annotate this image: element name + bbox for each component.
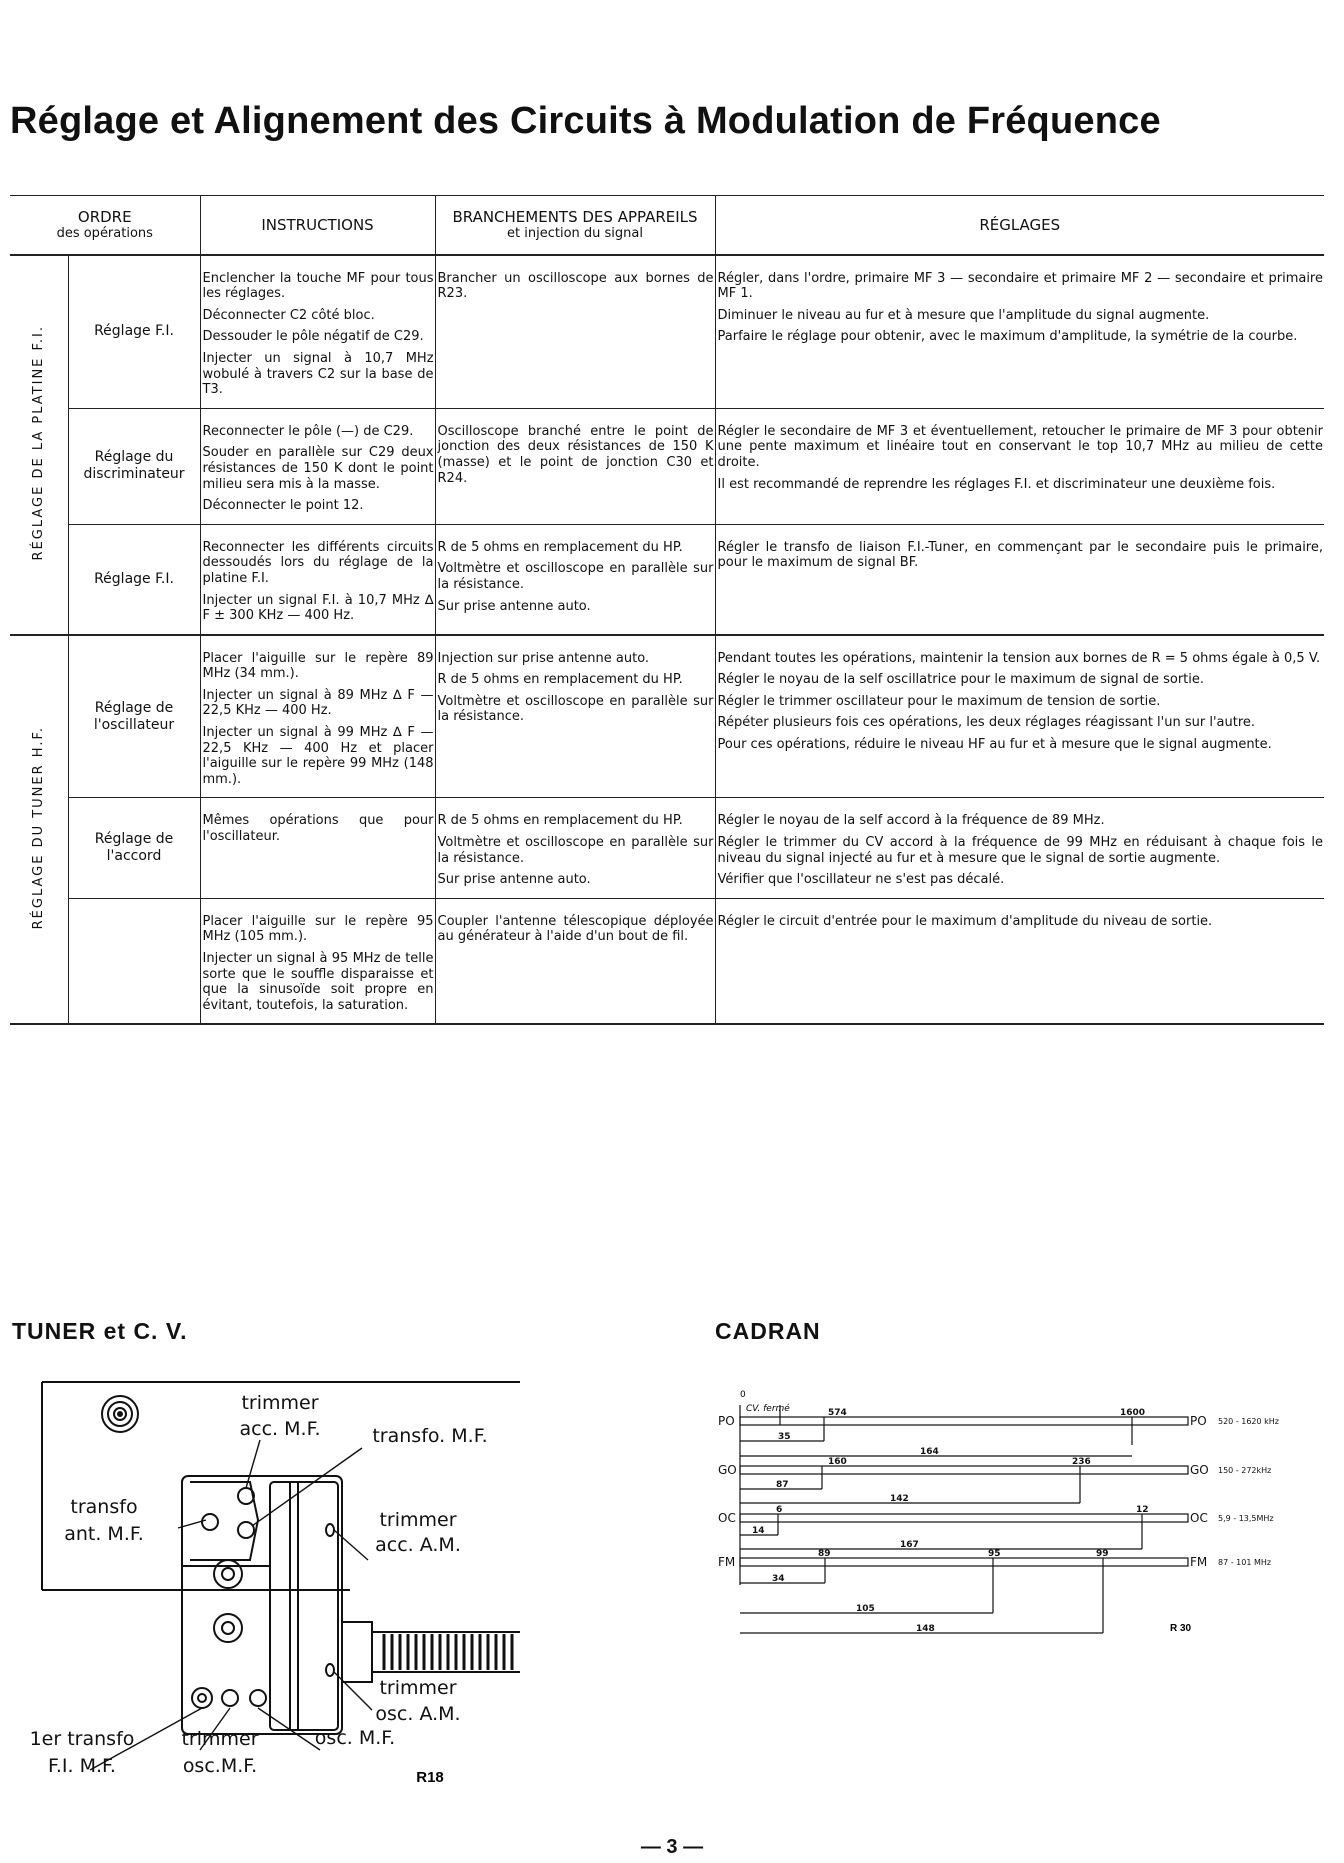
instruction-text: Injecter un signal à 10,7 MHz wobulé à travers C2 sur la base de T3. (202, 350, 434, 398)
band-po-range: 520 - 1620 kHz (1218, 1417, 1279, 1426)
hole-icon (214, 1560, 242, 1588)
label-trimmer-acc-mf: trimmer (241, 1392, 319, 1414)
branchement-text: Voltmètre et oscilloscope en parallèle sur la résistance. (437, 693, 714, 725)
branchements-cell (435, 408, 715, 524)
label-premier-transfo-2: F.I. M.F. (48, 1755, 116, 1777)
operation-cell (68, 408, 200, 524)
label-trimmer-osc-am-2: osc. A.M. (375, 1703, 461, 1725)
operation-cell (68, 635, 200, 798)
instruction-text: Reconnecter les différents circuits dessoudés lors du réglage de la platine F.I. (202, 539, 434, 586)
reglage-text: Régler le trimmer du CV accord à la fréquence de 99 MHz en réduisant à chaque fois le niveau du signal injecté au fur et à mesure que le signal de sortie augmente. (717, 835, 1323, 866)
label-trimmer-acc-am-2: acc. A.M. (375, 1534, 461, 1556)
operation-label: Réglage F.I. (94, 570, 174, 587)
branchement-text: R de 5 ohms en remplacement du HP. (437, 813, 683, 829)
header-ordre-line1: ORDRE (77, 208, 132, 226)
table-row (10, 408, 1324, 524)
operation-cell (68, 898, 200, 1024)
label-premier-transfo: 1er transfo (29, 1728, 135, 1750)
label-osc-mf: osc. M.F. (314, 1727, 396, 1749)
fm-dim-148: 148 (916, 1624, 935, 1634)
operation-label: Réglage de l'oscillateur (93, 699, 175, 733)
band-fm-name: FM (718, 1555, 736, 1569)
reglage-text: Régler le secondaire de MF 3 et éventuellement, retoucher le primaire de MF 3 pour obtenir une pente maximum et linéaire tout en conservant le top 10,7 MHz au milieu de cette droite. (717, 423, 1323, 470)
label-trimmer-acc-mf-2: acc. M.F. (239, 1418, 321, 1440)
instruction-text: Injecter un signal F.I. à 10,7 MHz ∆ F ± 300 KHz — 400 Hz. (202, 592, 434, 624)
operation-cell (68, 255, 200, 409)
reglage-text: Régler le noyau de la self oscillatrice pour le maximum de signal de sortie. (717, 672, 1205, 688)
page-number: — 3 — (640, 1836, 704, 1858)
instructions-cell (200, 524, 435, 634)
fm-tick-99: 99 (1096, 1549, 1109, 1559)
go-dim-87: 87 (776, 1480, 789, 1490)
header-ordre-line2: des opérations (56, 226, 153, 241)
section-label: RÉGLAGE DE LA PLATINE F.I. (30, 324, 46, 561)
instruction-text: Souder en parallèle sur C29 deux résistances de 150 K dont le point milieu sera mis à la masse. (202, 445, 434, 492)
label-trimmer-osc-mf: trimmer (181, 1728, 259, 1750)
instruction-text: Déconnecter C2 côté bloc. (202, 307, 375, 323)
cadran-origin: 0 (740, 1390, 746, 1400)
reglage-text: Diminuer le niveau au fur et à mesure que l'amplitude du signal augmente. (717, 307, 1210, 323)
reglages-cell (715, 255, 1324, 409)
reglage-text: Régler le trimmer oscillateur pour le maximum de tension de sortie. (717, 693, 1161, 709)
table-row (10, 898, 1324, 1024)
instruction-text: Injecter un signal à 95 MHz de telle sorte que le souffle disparaisse et que la sinusoïde soit propre en évitant, toutefois, la saturation. (202, 951, 434, 1013)
trimmer-f-i-icon (192, 1688, 212, 1708)
reglages-cell (715, 635, 1324, 798)
po-dim-164: 164 (920, 1447, 939, 1457)
oc-tick-6: 6 (776, 1505, 783, 1515)
fm-dim-105: 105 (856, 1604, 875, 1614)
band-oc-range: 5,9 - 13,5MHz (1218, 1514, 1274, 1523)
reglage-text: Régler le noyau de la self accord à la fréquence de 89 MHz. (717, 813, 1105, 829)
knob-icon (102, 1396, 138, 1432)
branchement-text: Sur prise antenne auto. (437, 872, 591, 888)
branchements-cell (435, 798, 715, 898)
branchement-text: Brancher un oscilloscope aux bornes de R23. (437, 270, 714, 302)
fm-dim-34: 34 (772, 1574, 785, 1584)
table-row (10, 524, 1324, 634)
osc-mf-icon (250, 1690, 266, 1706)
operation-cell (68, 798, 200, 898)
reglage-text: Pendant toutes les opérations, maintenir la tension aux bornes de R = 5 ohms égale à 0,5 V. (717, 650, 1321, 666)
cadran-heading: CADRAN (715, 1318, 821, 1344)
oc-dim-14: 14 (752, 1526, 765, 1536)
instruction-text: Injecter un signal à 89 MHz ∆ F — 22,5 KHz — 400 Hz. (202, 687, 434, 719)
header-reglages: RÉGLAGES (715, 196, 1324, 255)
tuner-diagram (0, 1370, 560, 1790)
header-instructions: INSTRUCTIONS (200, 196, 435, 255)
operation-cell (68, 524, 200, 634)
branchement-text: Voltmètre et oscilloscope en parallèle sur la résistance. (437, 561, 714, 592)
label-transfo-ant-2: ant. M.F. (64, 1523, 144, 1545)
instruction-text: Enclencher la touche MF pour tous les réglages. (202, 270, 434, 302)
go-tick-236: 236 (1072, 1457, 1091, 1467)
operation-label: Réglage F.I. (94, 323, 174, 340)
section-label-cell (10, 255, 68, 635)
instruction-text: Injecter un signal à 99 MHz ∆ F — 22,5 KHz — 400 Hz et placer l'aiguille sur le repère 99 MHz (148 mm.). (202, 725, 434, 787)
reglage-text: Régler, dans l'ordre, primaire MF 3 — secondaire et primaire MF 2 — secondaire et primaire MF 1. (717, 270, 1323, 302)
branchement-text: Oscilloscope branché entre le point de jonction des deux résistances de 150 K (masse) et le point de jonction C30 et R24. (437, 423, 714, 486)
branchement-text: R de 5 ohms en remplacement du HP. (437, 672, 683, 688)
label-trimmer-acc-am: trimmer (379, 1509, 457, 1531)
table-section (10, 255, 1324, 635)
table-row (10, 255, 1324, 409)
po-tick-574: 574 (828, 1408, 847, 1418)
oc-tick-12: 12 (1136, 1505, 1149, 1515)
instructions-cell (200, 408, 435, 524)
table-row (10, 798, 1324, 898)
instruction-text: Mêmes opérations que pour l'oscillateur. (202, 813, 434, 845)
instruction-text: Dessouder le pôle négatif de C29. (202, 329, 424, 345)
shaft-icon (384, 1634, 512, 1670)
label-trimmer-osc-am: trimmer (379, 1677, 457, 1699)
table-header-row (10, 196, 1324, 255)
table-section (10, 635, 1324, 1025)
operation-label: Réglage de l'accord (94, 831, 174, 865)
transfo-mf-icon (238, 1522, 254, 1538)
reglages-cell (715, 898, 1324, 1024)
hole-icon (214, 1614, 242, 1642)
label-trimmer-osc-mf-2: osc.M.F. (182, 1755, 258, 1777)
branchement-text: R de 5 ohms en remplacement du HP. (437, 539, 683, 555)
branchement-text: Sur prise antenne auto. (437, 598, 591, 614)
band-go-name: GO (718, 1463, 737, 1477)
instruction-text: Déconnecter le point 12. (202, 498, 364, 514)
reglage-text: Régler le transfo de liaison F.I.-Tuner, en commençant par le secondaire puis le primaire, pour le maximum de signal BF. (717, 539, 1323, 571)
alignment-table (10, 195, 1324, 1025)
instructions-cell (200, 798, 435, 898)
band-go-name-right: GO (1190, 1463, 1209, 1477)
instructions-cell (200, 898, 435, 1024)
reglage-text: Vérifier que l'oscillateur ne s'est pas décalé. (717, 872, 1005, 888)
cadran-figure-ref: R 30 (1170, 1623, 1192, 1634)
label-transfo-mf: transfo. M.F. (372, 1425, 488, 1447)
branchement-text: Injection sur prise antenne auto. (437, 650, 650, 666)
band-fm-name-right: FM (1190, 1555, 1208, 1569)
go-tick-160: 160 (828, 1457, 847, 1467)
reglage-text: Répéter plusieurs fois ces opérations, les deux réglages réagissant l'un sur l'autre. (717, 715, 1256, 731)
branchements-cell (435, 635, 715, 798)
instruction-text: Reconnecter le pôle (—) de C29. (202, 423, 414, 439)
reglage-text: Régler le circuit d'entrée pour le maximum d'amplitude du niveau de sortie. (717, 913, 1213, 929)
tuner-heading: TUNER et C. V. (12, 1318, 188, 1344)
band-oc-name-right: OC (1190, 1511, 1208, 1525)
po-tick-1600: 1600 (1120, 1408, 1146, 1418)
instruction-text: Placer l'aiguille sur le repère 89 MHz (34 mm.). (202, 650, 434, 682)
tuner-figure-ref: R18 (416, 1769, 444, 1786)
fm-tick-95: 95 (988, 1549, 1001, 1559)
oc-dim-167: 167 (900, 1540, 919, 1550)
band-oc-name: OC (718, 1511, 736, 1525)
band-fm-range: 87 - 101 MHz (1218, 1558, 1272, 1567)
band-po-name: PO (718, 1414, 735, 1428)
header-branchements-line1: BRANCHEMENTS DES APPAREILS (452, 208, 698, 226)
reglages-cell (715, 798, 1324, 898)
table-row (10, 635, 1324, 798)
reglages-cell (715, 408, 1324, 524)
band-go-range: 150 - 272kHz (1218, 1466, 1272, 1475)
branchement-text: Coupler l'antenne télescopique déployée au générateur à l'aide d'un bout de fil. (437, 913, 714, 945)
label-transfo-ant: transfo (70, 1496, 138, 1518)
section-label: RÉGLAGE DU TUNER H.F. (30, 725, 46, 929)
branchements-cell (435, 255, 715, 409)
go-dim-142: 142 (890, 1494, 909, 1504)
reglage-text: Parfaire le réglage pour obtenir, avec le maximum d'amplitude, la symétrie de la courbe. (717, 329, 1298, 345)
reglages-cell (715, 524, 1324, 634)
transfo-ant-mf-icon (202, 1514, 218, 1530)
instruction-text: Placer l'aiguille sur le repère 95 MHz (105 mm.). (202, 913, 434, 945)
branchements-cell (435, 524, 715, 634)
fm-tick-89: 89 (818, 1549, 831, 1559)
operation-label: Réglage du discriminateur (83, 449, 185, 483)
trimmer-acc-mf-icon (238, 1488, 254, 1504)
instructions-cell (200, 255, 435, 409)
trimmer-osc-am-icon (326, 1664, 334, 1676)
branchement-text: Voltmètre et oscilloscope en parallèle sur la résistance. (437, 835, 714, 866)
reglage-text: Il est recommandé de reprendre les réglages F.I. et discriminateur une deuxième fois. (717, 476, 1276, 492)
instructions-cell (200, 635, 435, 798)
header-branchements (435, 196, 715, 255)
cadran-diagram (700, 1385, 1320, 1645)
po-dim-35: 35 (778, 1432, 791, 1442)
page-title: Réglage et Alignement des Circuits à Modulation de Fréquence (10, 100, 1161, 142)
branchements-cell (435, 898, 715, 1024)
trimmer-osc-mf-icon (222, 1690, 238, 1706)
cadran-cv-label: CV. fermé (746, 1404, 790, 1414)
header-ordre (10, 196, 200, 255)
section-label-cell (10, 635, 68, 1025)
trimmer-acc-am-icon (326, 1524, 334, 1536)
header-branchements-line2: et injection du signal (507, 226, 643, 241)
band-po-name-right: PO (1190, 1414, 1207, 1428)
reglage-text: Pour ces opérations, réduire le niveau HF au fur et à mesure que le signal augmente. (717, 737, 1272, 753)
